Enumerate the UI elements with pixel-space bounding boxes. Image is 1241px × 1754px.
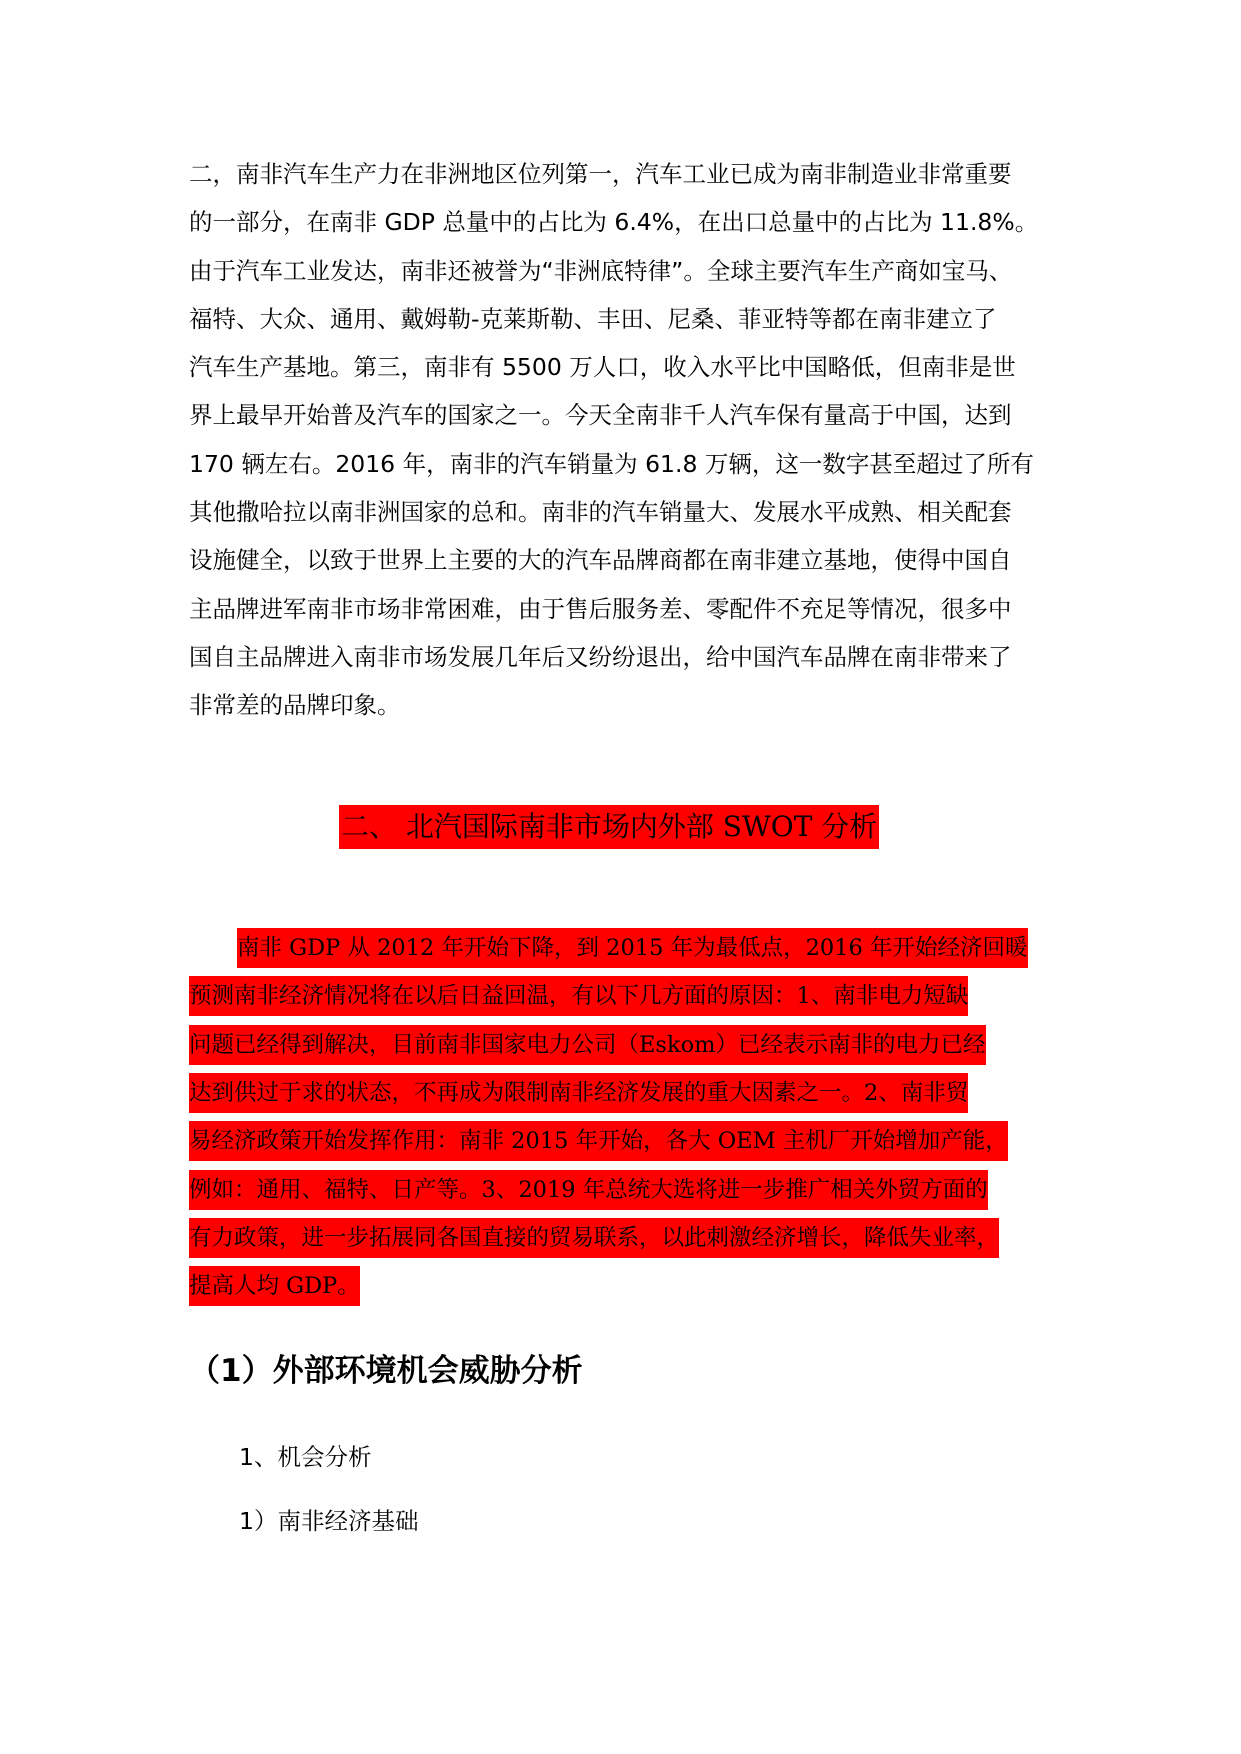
text-line: 其他撒哈拉以南非洲国家的总和。南非的汽车销量大、发展水平成熟、相关配套	[189, 498, 1012, 527]
text-line: 设施健全，以致于世界上主要的大的汽车品牌商都在南非建立基地，使得中国自	[189, 546, 1012, 575]
section-heading-swot: 二、 北汽国际南非市场内外部 SWOT 分析	[339, 805, 879, 849]
highlighted-text-line: 南非 GDP 从 2012 年开始下降，到 2015 年为最低点，2016 年开始经济回暖	[237, 928, 1028, 968]
text-line: 界上最早开始普及汽车的国家之一。今天全南非千人汽车保有量高于中国，达到	[189, 401, 1012, 430]
highlighted-text-line: 例如：通用、福特、日产等。3、2019 年总统大选将进一步推广相关外贸方面的	[189, 1170, 988, 1210]
paragraph-economy-highlighted	[189, 924, 1069, 1310]
text-line: 福特、大众、通用、戴姆勒-克莱斯勒、丰田、尼桑、菲亚特等都在南非建立了	[189, 304, 997, 333]
list-item-economic-base: 1）南非经济基础	[239, 1507, 419, 1535]
text-line: 非常差的品牌印象。	[189, 691, 401, 720]
highlighted-text-line: 提高人均 GDP。	[189, 1266, 360, 1306]
highlighted-text-line: 易经济政策开始发挥作用：南非 2015 年开始，各大 OEM 主机厂开始增加产能，	[189, 1121, 1008, 1161]
highlighted-text-line: 有力政策，进一步拓展同各国直接的贸易联系，以此刺激经济增长，降低失业率，	[189, 1218, 999, 1258]
highlighted-text-line: 预测南非经济情况将在以后日益回温，有以下几方面的原因：1、南非电力短缺	[189, 976, 968, 1016]
text-line: 主品牌进军南非市场非常困难，由于售后服务差、零配件不充足等情况，很多中	[189, 594, 1012, 623]
text-line: 由于汽车工业发达，南非还被誉为“非洲底特律”。全球主要汽车生产商如宝马、	[189, 256, 1013, 285]
highlighted-text-line: 问题已经得到解决，目前南非国家电力公司（Eskom）已经表示南非的电力已经	[189, 1025, 986, 1065]
highlighted-text-line: 达到供过于求的状态，不再成为限制南非经济发展的重大因素之一。2、南非贸	[189, 1073, 968, 1113]
paragraph-auto-industry	[189, 150, 1069, 730]
text-line: 汽车生产基地。第三，南非有 5500 万人口，收入水平比中国略低，但南非是世	[189, 353, 1016, 382]
text-line: 170 辆左右。2016 年，南非的汽车销量为 61.8 万辆，这一数字甚至超过了所有	[189, 449, 1034, 478]
sub-heading-external-analysis: （1）外部环境机会威胁分析	[189, 1353, 583, 1389]
list-item-opportunity-analysis: 1、机会分析	[239, 1443, 372, 1471]
text-line: 二，南非汽车生产力在非洲地区位列第一，汽车工业已成为南非制造业非常重要	[189, 160, 1012, 188]
text-line: 的一部分，在南非 GDP 总量中的占比为 6.4%，在出口总量中的占比为 11.8%。	[189, 208, 1039, 237]
text-line: 国自主品牌进入南非市场发展几年后又纷纷退出，给中国汽车品牌在南非带来了	[189, 642, 1012, 671]
